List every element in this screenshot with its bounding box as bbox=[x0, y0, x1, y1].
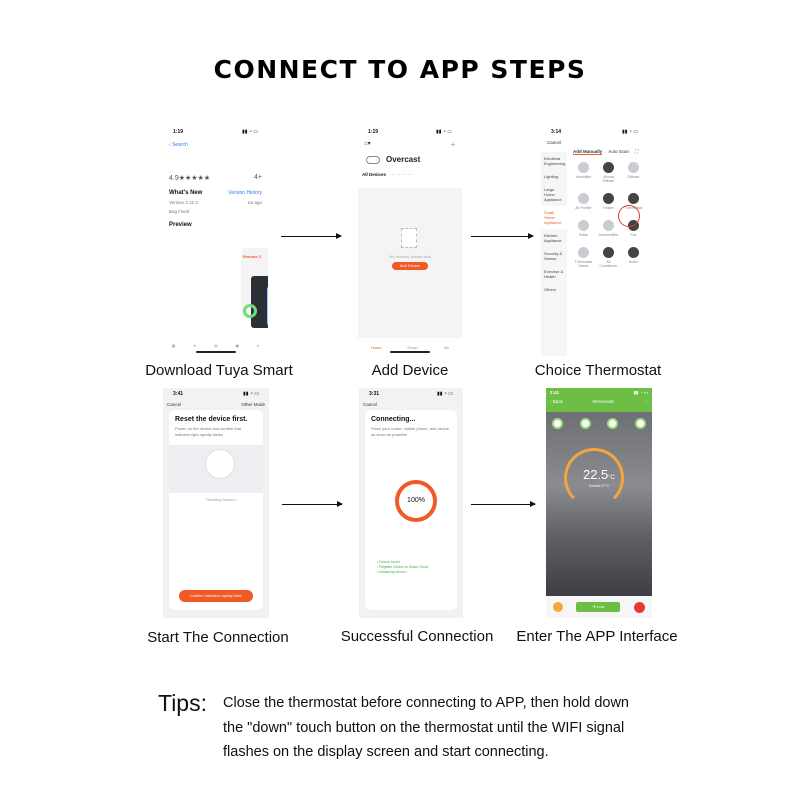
screen-title: thermostat bbox=[592, 399, 614, 404]
modal-heading: Reset the device first. bbox=[175, 416, 248, 423]
mode-icon[interactable] bbox=[607, 418, 618, 429]
reset-modal bbox=[169, 410, 263, 610]
category-item[interactable]: Exercise & Health bbox=[544, 269, 564, 279]
log-line: • Register Device to Smart Cloud bbox=[377, 564, 429, 569]
device-tile[interactable]: Boiler bbox=[623, 247, 644, 268]
mode-icon[interactable] bbox=[552, 418, 563, 429]
device-icon bbox=[603, 162, 614, 173]
device-list-area bbox=[358, 188, 462, 338]
status-bar: 1:19 ▮▮ ◔ ▭ bbox=[173, 129, 258, 135]
step-caption: Enter The APP Interface bbox=[516, 628, 678, 645]
resetting-devices-link[interactable]: Resetting Devices > bbox=[206, 498, 238, 502]
device-icon bbox=[603, 193, 614, 204]
search-tab-icon[interactable]: ⌕ bbox=[256, 343, 260, 348]
cloud-icon bbox=[366, 156, 380, 164]
device-icon bbox=[603, 247, 614, 258]
screenshot-download-tuya bbox=[163, 126, 268, 356]
step-caption: Start The Connection bbox=[147, 629, 289, 646]
preview-phone-image bbox=[251, 276, 268, 328]
tab-all-devices[interactable]: All Devices bbox=[362, 172, 387, 177]
device-illustration bbox=[169, 445, 263, 493]
device-icon bbox=[628, 162, 639, 173]
version-label: Version 3.12.3 bbox=[169, 200, 198, 205]
sun-icon[interactable] bbox=[553, 602, 563, 612]
device-tile[interactable]: Heater bbox=[598, 193, 619, 210]
release-notes: Bug Fixed bbox=[169, 209, 190, 214]
category-item[interactable]: Security & Sensor bbox=[544, 251, 563, 261]
device-icon bbox=[578, 162, 589, 173]
age-rating: 4+ bbox=[254, 174, 262, 181]
screenshot-app-interface bbox=[546, 388, 652, 618]
device-tile[interactable]: Diffuser bbox=[623, 162, 644, 183]
device-tile[interactable]: Aroma Diffuser bbox=[598, 162, 619, 183]
dial-graphic bbox=[205, 449, 235, 479]
weather-label: Overcast bbox=[386, 155, 421, 164]
thermostat-icon bbox=[628, 193, 639, 204]
other-mode-button[interactable]: Other Mode bbox=[241, 402, 265, 407]
scan-icon[interactable]: ⛶ bbox=[635, 149, 639, 154]
set-temperature: 22.5°C bbox=[582, 467, 616, 482]
add-device-button[interactable]: Add Device bbox=[392, 262, 428, 270]
step-caption: Download Tuya Smart bbox=[145, 362, 293, 379]
apps-tab-icon[interactable]: ▤ bbox=[214, 343, 218, 348]
device-icon bbox=[578, 247, 589, 258]
log-line: • Initializing device... bbox=[377, 569, 409, 574]
device-tile[interactable]: Air Purifier bbox=[573, 193, 594, 210]
arrow-right-icon bbox=[281, 236, 341, 237]
version-age: 1w ago bbox=[247, 200, 262, 205]
arcade-tab-icon[interactable]: ▣ bbox=[235, 343, 240, 348]
cancel-button[interactable]: Cancel bbox=[547, 140, 562, 145]
tips-line: flashes on the display screen and start connecting. bbox=[223, 744, 549, 760]
screenshot-add-device bbox=[358, 126, 462, 356]
status-bar: 1:19 ▮▮ ◔ ▭ bbox=[368, 129, 452, 135]
power-icon[interactable] bbox=[634, 602, 645, 613]
tips-line: Close the thermostat before connecting to APP, then hold down bbox=[223, 695, 629, 711]
home-indicator bbox=[196, 351, 236, 353]
mode-icons bbox=[552, 418, 646, 429]
screenshot-choose-thermostat bbox=[541, 126, 648, 356]
back-button[interactable]: ‹ Back bbox=[550, 399, 563, 404]
category-item[interactable]: Kitchen Appliance bbox=[544, 233, 562, 243]
thermostat-highlight-circle bbox=[618, 205, 640, 227]
games-tab-icon[interactable]: ✈ bbox=[193, 343, 197, 348]
status-bar: 3:14 ▮▮ ◔ ▭ bbox=[551, 129, 638, 135]
tab-add-manually[interactable]: Add Manually bbox=[573, 149, 603, 154]
mode-icon[interactable] bbox=[580, 418, 591, 429]
modal-text: Place your router, mobile phone, and device as close as possible bbox=[371, 426, 450, 437]
confirm-blink-button[interactable]: Confirm indicator rapidly blink bbox=[179, 590, 253, 602]
preview-heading: Preview bbox=[169, 222, 192, 228]
device-icon bbox=[578, 193, 589, 204]
progress-circle: 100% bbox=[395, 480, 437, 522]
arrow-right-icon bbox=[471, 504, 535, 505]
arrow-right-icon bbox=[471, 236, 533, 237]
device-tile[interactable]: Thermostat Valves bbox=[573, 247, 594, 268]
step-caption: Successful Connection bbox=[340, 628, 494, 645]
modal-text: Power on the device and confirm that indicator light rapidly blinks bbox=[175, 426, 242, 437]
device-tile[interactable]: Humidifier bbox=[573, 162, 594, 183]
device-tile[interactable]: Fan bbox=[623, 220, 644, 237]
page-title: CONNECT TO APP STEPS bbox=[213, 55, 587, 84]
current-temperature: Current 27°C bbox=[588, 484, 610, 488]
category-item-selected[interactable]: Small Home Appliance bbox=[541, 206, 567, 229]
preview-phone-image-2 bbox=[267, 286, 268, 326]
app-rating: 4.9★★★★★ bbox=[169, 175, 211, 182]
screenshot-start-connection bbox=[163, 388, 269, 618]
device-icon bbox=[578, 220, 589, 231]
add-icon[interactable]: ＋ bbox=[449, 143, 456, 149]
version-history-link[interactable]: Version History bbox=[228, 190, 262, 196]
tips-line: the "down" touch button on the thermostat until the WIFI signal bbox=[223, 720, 625, 736]
home-indicator bbox=[390, 351, 430, 353]
tab-home[interactable]: Home bbox=[370, 345, 382, 350]
fan-speed-button[interactable]: ✣ Low bbox=[576, 602, 620, 612]
empty-document-icon bbox=[401, 228, 417, 248]
category-list bbox=[541, 152, 567, 356]
device-icon bbox=[603, 220, 614, 231]
tab-auto-scan[interactable]: Auto Scan bbox=[608, 149, 630, 154]
connection-log bbox=[377, 560, 428, 575]
step-caption: Choice Thermostat bbox=[534, 362, 662, 379]
whats-new-heading: What's New bbox=[169, 190, 203, 196]
device-tile[interactable]: Dehumidifier bbox=[598, 220, 619, 237]
no-devices-text: No devices, please add bbox=[389, 254, 431, 259]
cancel-button[interactable]: Cancel bbox=[363, 402, 378, 407]
category-item[interactable]: Lighting bbox=[544, 174, 559, 179]
home-selector-icon[interactable]: ⌂▾ bbox=[364, 141, 371, 147]
dial-graphic bbox=[243, 304, 257, 318]
control-bar bbox=[546, 596, 652, 618]
status-bar: 3:31 ▮▮ ◔ ▭ bbox=[369, 391, 453, 397]
modal-heading: Connecting... bbox=[371, 416, 416, 423]
category-item[interactable]: Electrical Engineering bbox=[544, 156, 566, 166]
device-tile[interactable]: Kettle bbox=[573, 220, 594, 237]
room-tabs: All Devices ··· ··· ··· ··· bbox=[362, 172, 412, 177]
preview-image: Remote C bbox=[241, 248, 268, 318]
more-icon[interactable]: ··· bbox=[643, 399, 648, 404]
category-item[interactable]: Others bbox=[544, 287, 557, 292]
cancel-button[interactable]: Cancel bbox=[167, 402, 182, 407]
tab-smart[interactable]: Smart bbox=[407, 345, 418, 350]
bottom-tabbar bbox=[358, 345, 462, 350]
back-search-link[interactable]: ‹ Search bbox=[169, 142, 188, 148]
log-line: • Device found bbox=[377, 560, 400, 564]
status-bar: 3:41 ▮▮ ◔ ▭ bbox=[173, 391, 259, 397]
arrow-right-icon bbox=[282, 504, 342, 505]
device-icon bbox=[628, 247, 639, 258]
room-background bbox=[546, 412, 652, 596]
tips-label: Tips: bbox=[158, 690, 207, 716]
device-tile-thermostat[interactable]: Thermostat bbox=[623, 193, 644, 210]
step-caption: Add Device bbox=[371, 362, 449, 379]
device-tile[interactable]: Air Conditioner bbox=[598, 247, 619, 268]
screenshot-connecting bbox=[359, 388, 463, 618]
app-store-tabbar bbox=[163, 343, 268, 348]
today-tab-icon[interactable]: ▦ bbox=[171, 343, 176, 348]
connecting-modal bbox=[365, 410, 457, 610]
tab-me[interactable]: Me bbox=[443, 345, 450, 350]
mode-icon[interactable] bbox=[635, 418, 646, 429]
app-header: 3:41 ▮▮ ◔ ▭ ‹ Back thermostat ··· bbox=[546, 388, 652, 412]
category-item[interactable]: Large Home Appliance bbox=[544, 187, 562, 202]
